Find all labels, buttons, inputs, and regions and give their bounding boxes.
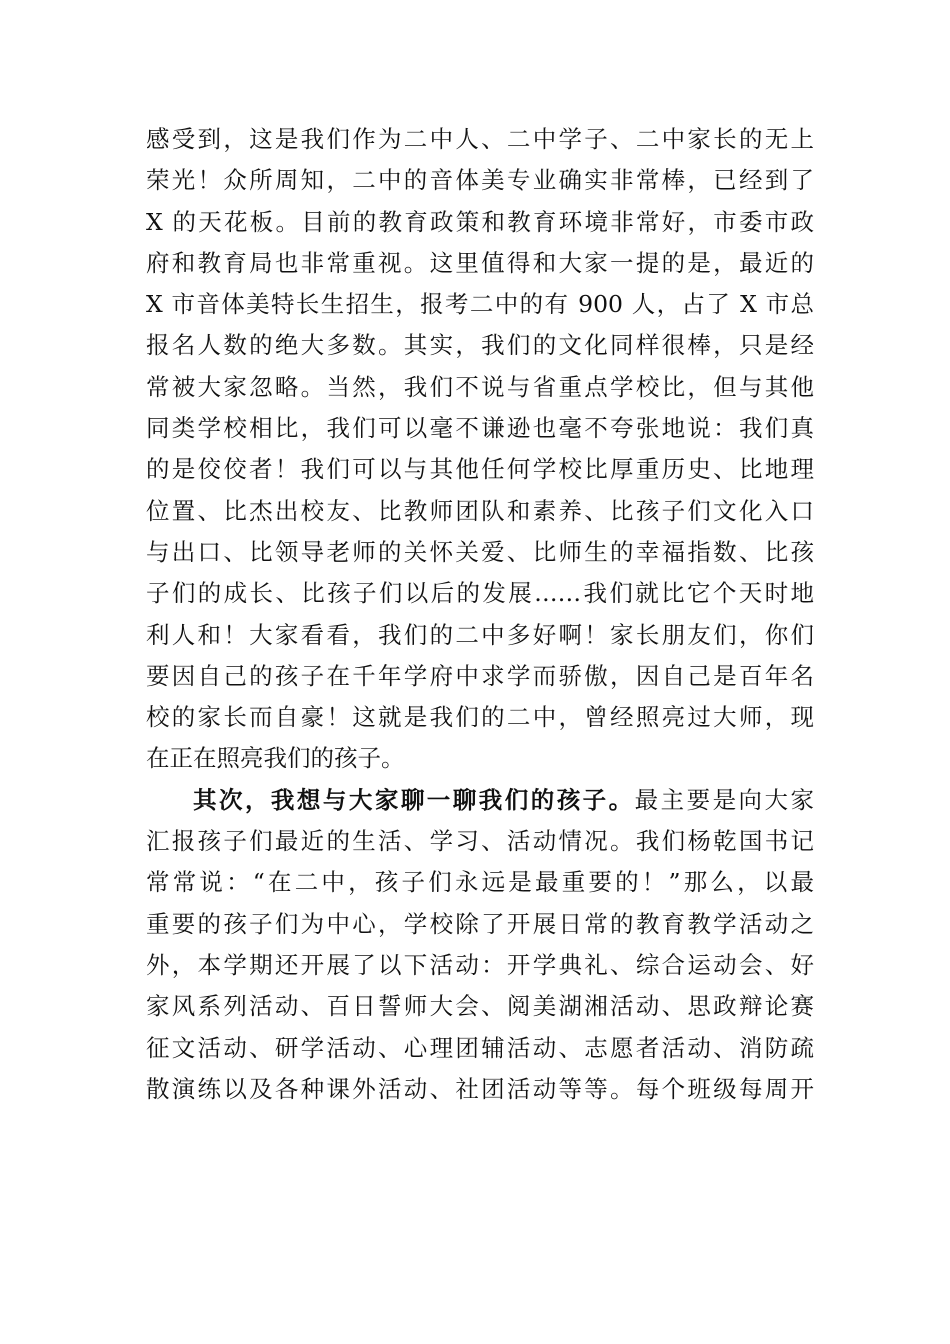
text-line: 外，本学期还开展了以下活动：开学典礼、综合运动会、好 bbox=[146, 950, 814, 979]
text-line: 家风系列活动、百日誓师大会、阅美湖湘活动、思政辩论赛 bbox=[146, 992, 814, 1021]
text-line: 汇报孩子们最近的生活、学习、活动情况。我们杨乾国书记 bbox=[146, 827, 814, 856]
text-line: 子们的成长、比孩子们以后的发展……我们就比它个天时地 bbox=[146, 579, 814, 608]
text-line: 同类学校相比，我们可以毫不谦逊也毫不夸张地说：我们真 bbox=[146, 414, 814, 443]
paragraph-heading: 其次，我想与大家聊一聊我们的孩子。 bbox=[193, 785, 635, 814]
text-line: 征文活动、研学活动、心理团辅活动、志愿者活动、消防疏 bbox=[146, 1033, 814, 1062]
paragraph-2 bbox=[146, 780, 814, 1110]
text-line: 府和教育局也非常重视。这里值得和大家一提的是，最近的 bbox=[146, 248, 814, 277]
text-line: 荣光！众所周知，二中的音体美专业确实非常棒，已经到了 bbox=[146, 166, 814, 195]
text-line: 报名人数的绝大多数。其实，我们的文化同样很棒，只是经 bbox=[146, 331, 814, 360]
text-line: 的是佼佼者！我们可以与其他任何学校比厚重历史、比地理 bbox=[146, 455, 814, 484]
text-line: 感受到，这是我们作为二中人、二中学子、二中家长的无上 bbox=[146, 125, 814, 153]
text-line: 利人和！大家看看，我们的二中多好啊！家长朋友们，你们 bbox=[146, 620, 814, 649]
paragraph-first-line bbox=[146, 780, 814, 821]
paragraph-1 bbox=[146, 119, 814, 780]
text-line: 重要的孩子们为中心，学校除了开展日常的教育教学活动之 bbox=[146, 909, 814, 938]
text-line: 位置、比杰出校友、比教师团队和素养、比孩子们文化入口 bbox=[146, 496, 814, 525]
paragraph-first-line-text: 最主要是向大家 bbox=[634, 785, 815, 814]
text-line: X 市音体美特长生招生，报考二中的有 900 人，占了 X 市总 bbox=[146, 290, 814, 319]
text-line: 校的家长而自豪！这就是我们的二中，曾经照亮过大师，现 bbox=[146, 703, 814, 732]
text-line: 与出口、比领导老师的关怀关爱、比师生的幸福指数、比孩 bbox=[146, 537, 814, 566]
text-line: 散演练以及各种课外活动、社团活动等等。每个班级每周开 bbox=[146, 1074, 814, 1103]
document-body bbox=[146, 119, 814, 1110]
text-line: 在正在照亮我们的孩子。 bbox=[146, 744, 405, 773]
text-line: 常被大家忽略。当然，我们不说与省重点学校比，但与其他 bbox=[146, 372, 814, 401]
text-line: X 的天花板。目前的教育政策和教育环境非常好，市委市政 bbox=[146, 207, 814, 236]
text-line: 常常说：“在二中，孩子们永远是最重要的！”那么，以最 bbox=[146, 868, 814, 897]
text-line: 要因自己的孩子在千年学府中求学而骄傲，因自己是百年名 bbox=[146, 661, 814, 690]
